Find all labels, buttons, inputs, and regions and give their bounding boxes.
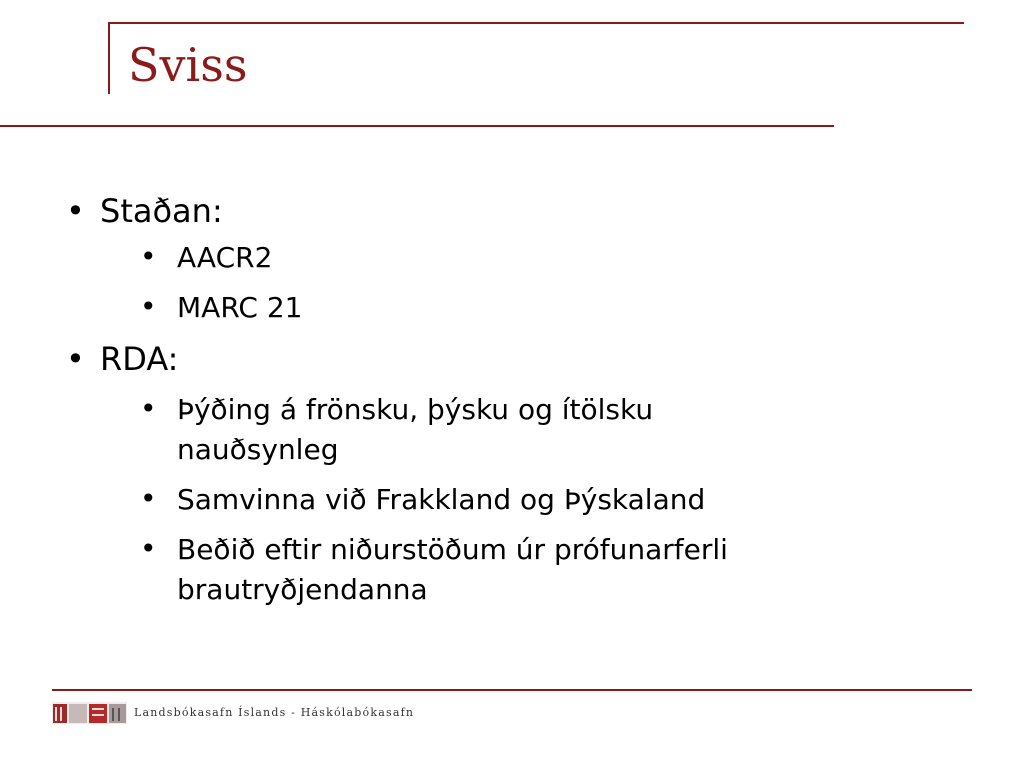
title-top-rule: [108, 22, 964, 24]
sub-bullet-label: MARC 21: [177, 291, 303, 324]
footer-rule: [52, 689, 972, 691]
bullet-dot: •: [66, 340, 85, 378]
library-logo-icon: [52, 702, 127, 724]
bullet-dot: •: [66, 192, 85, 230]
bullet-dot: •: [140, 290, 157, 323]
bullet-label: Staðan:: [100, 192, 223, 230]
sub-bullet-label: Samvinna við Frakkland og Þýskaland: [177, 483, 706, 516]
title-vertical-rule: [108, 22, 110, 94]
bullet-dot: •: [140, 482, 157, 515]
bullet-dot: •: [140, 240, 157, 273]
sub-bullet-label: Beðið eftir niðurstöðum úr prófunarferli brautryðjendanna: [177, 533, 728, 606]
slide-title: Sviss: [128, 38, 248, 92]
bullet-dot: •: [140, 532, 157, 565]
sub-bullet-label: Þýðing á frönsku, þýsku og ítölsku nauðsynleg: [177, 393, 654, 466]
sub-bullet-label: AACR2: [177, 241, 273, 274]
bullet-label: RDA:: [100, 340, 179, 378]
footer-institution-text: Landsbókasafn Íslands - Háskólabókasafn: [134, 706, 415, 719]
title-underline-rule: [0, 125, 834, 127]
bullet-dot: •: [140, 392, 157, 425]
